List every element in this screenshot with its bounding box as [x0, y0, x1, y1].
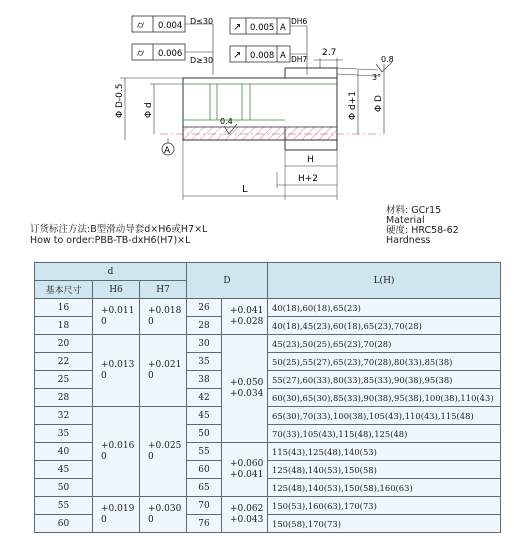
svg-text:Φ d: Φ d: [144, 102, 154, 118]
svg-text:D≤30: D≤30: [190, 17, 214, 26]
d-size-cell: 55: [35, 497, 93, 515]
length-options-cell: 125(48),140(53),150(58),160(63): [268, 479, 501, 497]
d-size-cell: 25: [35, 371, 93, 389]
tolerance-value: +0.041: [230, 305, 264, 316]
D-size-cell: 55: [187, 443, 222, 461]
svg-text:0.006: 0.006: [158, 49, 183, 59]
h7-tolerance-cell: [140, 407, 187, 497]
flatness-icon: ⌭: [137, 48, 145, 59]
tolerance-value: +0.034: [230, 388, 264, 399]
tolerance-frame-1: [132, 16, 213, 32]
tolerance-frame-3: [230, 17, 307, 34]
D-size-cell: 38: [187, 371, 222, 389]
tolerance-value: 0: [148, 370, 154, 381]
tolerance-value: 0: [101, 514, 107, 525]
svg-text:H+2: H+2: [298, 174, 319, 184]
header-h6: H6: [93, 281, 140, 299]
header-base-size: 基本尺寸: [35, 281, 93, 299]
runout-icon: ↗: [233, 50, 242, 61]
svg-text:0.4: 0.4: [220, 117, 233, 126]
tolerance-value: +0.011: [101, 305, 135, 316]
length-options-cell: 50(25),55(27),65(23),70(28),80(33),85(38): [268, 353, 501, 371]
d-size-cell: 28: [35, 389, 93, 407]
length-options-cell: 150(58),170(73): [268, 515, 501, 533]
tolerance-value: +0.028: [230, 316, 264, 327]
length-options-cell: 70(33),105(43),115(48),125(48): [268, 425, 501, 443]
flatness-icon: ⌭: [137, 20, 145, 31]
d-size-cell: 18: [35, 317, 93, 335]
D-size-cell: 70: [187, 497, 222, 515]
material-en: Material: [386, 215, 425, 226]
svg-text:DH7: DH7: [291, 55, 308, 64]
tolerance-value: 0: [148, 451, 154, 462]
bottom-dimensions: [183, 140, 337, 200]
table-row: [35, 299, 501, 317]
length-options-cell: 60(30),65(30),85(33),90(38),95(38),100(38),110(43): [268, 389, 501, 407]
length-options-cell: 45(23),50(25),65(23),70(28): [268, 335, 501, 353]
svg-text:2.7: 2.7: [322, 48, 337, 58]
tolerance-value: +0.062: [230, 503, 264, 514]
svg-text:DH6: DH6: [291, 17, 308, 26]
tolerance-value: +0.013: [101, 359, 135, 370]
h6-tolerance-cell: [93, 299, 140, 335]
D-tolerance-cell: [222, 335, 268, 443]
runout-icon: ↗: [233, 22, 242, 33]
tolerance-value: 0: [101, 451, 107, 462]
tolerance-value: 0: [148, 514, 154, 525]
D-size-cell: 35: [187, 353, 222, 371]
left-dimensions: [115, 78, 183, 156]
bushing-section: [160, 68, 380, 150]
length-options-cell: 65(30),70(33),100(38),105(43),110(43),115(48): [268, 407, 501, 425]
technical-drawing: [0, 0, 515, 205]
D-size-cell: 26: [187, 299, 222, 317]
D-tolerance-cell: [222, 299, 268, 335]
d-size-cell: 20: [35, 335, 93, 353]
D-size-cell: 42: [187, 389, 222, 407]
table-row: [35, 407, 501, 425]
h7-tolerance-cell: [140, 335, 187, 407]
material-cn: 材料: GCr15: [386, 205, 442, 216]
D-size-cell: 28: [187, 317, 222, 335]
tolerance-value: 0: [101, 370, 107, 381]
tolerance-value: 0: [148, 316, 154, 327]
d-size-cell: 22: [35, 353, 93, 371]
header-h7: H7: [140, 281, 187, 299]
tolerance-value: +0.043: [230, 514, 264, 525]
length-options-cell: 115(43),125(48),140(53): [268, 443, 501, 461]
length-options-cell: 150(53),160(63),170(73): [268, 497, 501, 515]
D-size-cell: 30: [187, 335, 222, 353]
svg-text:A: A: [280, 51, 286, 61]
tolerance-value: +0.016: [101, 440, 135, 451]
D-size-cell: 50: [187, 425, 222, 443]
chamfer-lines: [314, 48, 394, 82]
spec-table: [34, 262, 501, 533]
D-size-cell: 76: [187, 515, 222, 533]
d-size-cell: 50: [35, 479, 93, 497]
tolerance-value: +0.018: [148, 305, 182, 316]
length-options-cell: 40(18),45(23),60(18),65(23),70(28): [268, 317, 501, 335]
svg-text:A: A: [280, 23, 286, 33]
svg-text:A: A: [164, 146, 171, 156]
D-tolerance-cell: [222, 497, 268, 533]
tolerance-value: +0.060: [230, 458, 264, 469]
svg-text:Φ D: Φ D: [374, 95, 384, 112]
hardness-cn: 硬度: HRC58-62: [386, 225, 459, 236]
svg-text:L: L: [242, 184, 248, 195]
d-size-cell: 35: [35, 425, 93, 443]
h6-tolerance-cell: [93, 335, 140, 407]
tolerance-value: +0.025: [148, 440, 182, 451]
h7-tolerance-cell: [140, 497, 187, 533]
D-size-cell: 60: [187, 461, 222, 479]
D-size-cell: 45: [187, 407, 222, 425]
svg-text:D≥30: D≥30: [190, 56, 214, 65]
header-D: D: [187, 263, 268, 299]
d-size-cell: 45: [35, 461, 93, 479]
h7-tolerance-cell: [140, 299, 187, 335]
svg-text:Φ D-0.5: Φ D-0.5: [115, 83, 125, 118]
order-note-en: How to order:PBB-TB-dxH6(H7)×L: [30, 235, 191, 246]
table-row: [35, 335, 501, 353]
table-row: [35, 497, 501, 515]
h6-tolerance-cell: [93, 407, 140, 497]
length-options-cell: 55(27),60(33),80(33),85(33),90(38),95(38): [268, 371, 501, 389]
header-L: L(H): [268, 263, 501, 299]
tolerance-value: +0.019: [101, 503, 135, 514]
svg-text:0.008: 0.008: [250, 51, 275, 61]
svg-text:0.8: 0.8: [381, 55, 394, 64]
svg-text:Φ d+1: Φ d+1: [348, 91, 358, 120]
tolerance-value: +0.050: [230, 377, 264, 388]
hardness-en: Hardness: [386, 235, 431, 246]
d-size-cell: 40: [35, 443, 93, 461]
d-size-cell: 16: [35, 299, 93, 317]
header-d: d: [35, 263, 187, 281]
tolerance-value: +0.041: [230, 469, 264, 480]
material-spec: [386, 206, 459, 246]
tolerance-value: 0: [101, 316, 107, 327]
D-tolerance-cell: [222, 443, 268, 497]
tolerance-value: +0.021: [148, 359, 182, 370]
length-options-cell: 125(48),140(53),150(58): [268, 461, 501, 479]
svg-text:3°: 3°: [372, 73, 382, 82]
D-size-cell: 65: [187, 479, 222, 497]
h6-tolerance-cell: [93, 497, 140, 533]
tolerance-value: +0.030: [148, 503, 182, 514]
svg-text:0.004: 0.004: [158, 21, 183, 31]
order-note-cn: 订货标注方法:B型滑动导套d×H6或H7×L: [30, 224, 208, 235]
svg-text:0.005: 0.005: [250, 23, 275, 33]
svg-text:H: H: [307, 155, 314, 165]
length-options-cell: 40(18),60(18),65(23): [268, 299, 501, 317]
order-note: [30, 224, 207, 246]
d-size-cell: 32: [35, 407, 93, 425]
d-size-cell: 60: [35, 515, 93, 533]
